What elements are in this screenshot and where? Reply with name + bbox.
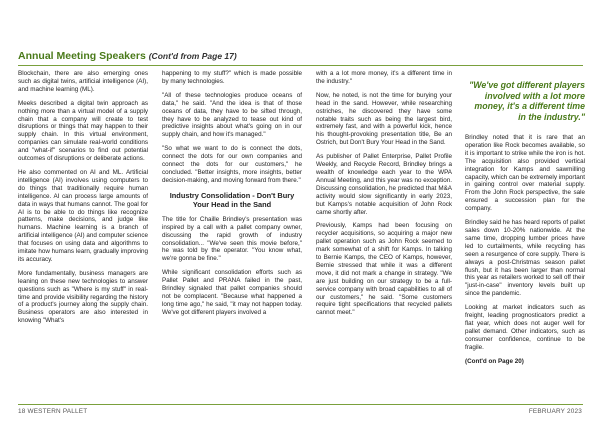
paragraph: He also commented on AI and ML. Artificial intelligence (AI) involves using computers to do things that traditionally require human intelligence. AI can process large amounts of data in ways that humans cannot. The goal for AI is to be able to do things like recognize patterns, make decisions, and judge like humans. Machine learning is a branch of artificial intelligence (AI) and computer science that focuses on using data and algorithms to imitate how humans learn, gradually improving its accuracy. — [18, 168, 148, 263]
continued-on-note: (Cont'd on Page 20) — [465, 357, 524, 365]
paragraph: "All of these technologies produce oceans of data," he said. "And the idea is that of those oceans of data, they have to be sifted through, they have to be analyzed to tease out kind of predictive insights about what's going on in our supply chain, and how it's managed." — [162, 91, 302, 139]
paragraph: with a a lot more money, it's a different time in the industry." — [316, 70, 452, 85]
header-rule — [18, 65, 583, 66]
continued-from-note: (Cont'd from Page 17) — [148, 51, 237, 61]
paragraph: Brindley said he has heard reports of pallet sales down 10-20% nationwide. At the same time, dropping lumber prices have led to curtailments, while recycling has seen a resurgence of core supply. There is always a post-Christmas season pallet flush, but it has been larger than normal this year as retailers worked to sell off their "just-in-case" inventory levels built up since the pandemic. — [465, 219, 585, 298]
column-2 — [162, 70, 302, 323]
footer-page-publication: 18 WESTERN PALLET — [18, 408, 88, 415]
column-3 — [316, 70, 452, 323]
column-4 — [465, 70, 585, 371]
subheading: Industry Consolidation - Don't Bury Your Head in the Sand — [169, 190, 295, 209]
paragraph: As publisher of Pallet Enterprise, Pallet Profile Weekly, and Recycle Record, Brindley brings a wealth of knowledge each year to the WPA Annual Meeting, and this year was no exception. Discussing consolidation, he predicted that M&A activity would slow significantly in early 2023, but Kamps's notable acquisition of John Rock came shortly after. — [316, 153, 452, 216]
paragraph: Brindley noted that it is rare that an operation like Rock becomes available, so it is important to strike while the iron is hot. The acquisition also provided vertical integration for Kamps and sawmilling capacity, which can be extremely important in gaining control over material supply. From the John Rock perspective, the sale ensured a succession plan for the company. — [465, 134, 585, 213]
paragraph: Previously, Kamps had been focusing on recycler acquisitions, so acquiring a major new pallet operation such as John Rock seemed to mark somewhat of a shift for Kamps. In talking to Bernie Kamps, the CEO of Kamps, however, Bernie stressed that while it was a different move, it did not mark a change in strategy. "We are just building on our strategy to be a full-service company with broad capabilities to all of our customers," he said. "Some customers require tight specifications that recycled pallets cannot meet." — [316, 222, 452, 317]
paragraph: "So what we want to do is connect the dots, connect the dots for our own companies and connect the dots for our customers," he concluded. "Better insights, more insights, better decision-making, and moving forward from there." — [162, 145, 302, 184]
paragraph: More fundamentally, business managers are leaning on these new technologies to answer questions such as "Where is my stuff" in real-time and provide visibility regarding the history of a product's journey along the supply chain. Business operators are also interested in knowing "What's — [18, 269, 148, 325]
paragraph: Meeks described a digital twin approach as nothing more than a virtual model of a supply chain that a company will create to test disruptions or things that may happen to their supply chain. In this virtual environment, companies can simulate real-world conditions and "what-if" scenarios to find out potential outcomes of disruptions or deliberate actions. — [18, 99, 148, 163]
paragraph: Now, he noted, is not the time for burying your head in the sand. However, while researching ostriches, he discovered they have some notable traits such as being the largest bird, extremely fast, and with a powerful kick, hence his thought-provoking presentation title, Be an Ostrich, but Don't Bury Your Head in the Sand. — [316, 91, 452, 147]
paragraph: Blockchain, there are also emerging ones such as digital twins, artificial intelligence (AI), and machine learning (ML). — [18, 70, 148, 93]
paragraph: The title for Chaille Brindley's presentation was inspired by a call with a pallet company owner, discussing the rapid growth of industry consolidation... "We've seen this movie before," he was told by the operator. "You know what, we're gonna be fine." — [162, 215, 302, 263]
footer-date: FEBRUARY 2023 — [528, 408, 582, 415]
section-title: Annual Meeting Speakers — [18, 50, 146, 62]
page-header — [18, 50, 237, 62]
pull-quote: "We've got different players involved with a lot more money, it's a different time in the industry." — [469, 80, 585, 122]
paragraph: happening to my stuff?" which is made possible by many technologies. — [162, 70, 302, 85]
paragraph: Looking at market indicators such as freight, leading prognosticators predict a flat year, which does not auger well for pallet demand. Other indicators, such as consumer confidence, continue to be fragile. — [465, 304, 585, 351]
paragraph: While significant consolidation efforts such as Pallet Pallet and PRANA failed in the past, Brindley signaled that pallet companies should not be complacent. "Because what happened a long time ago," he said, "it may not happen today. We've got different players involved a — [162, 269, 302, 316]
column-1 — [18, 70, 148, 331]
footer-rule — [18, 404, 583, 405]
